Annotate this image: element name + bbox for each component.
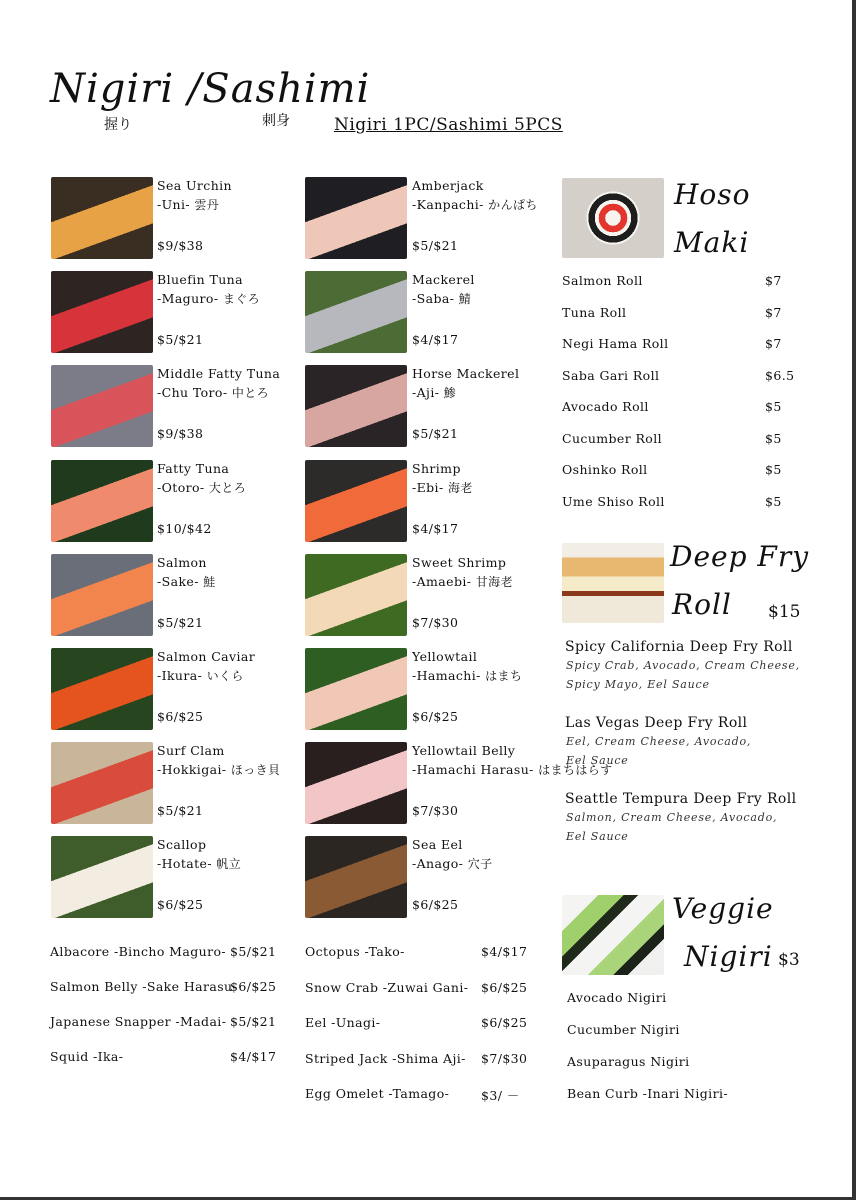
hoso-maki-photo <box>562 178 664 258</box>
veggie-item-name: Bean Curb -Inari Nigiri- <box>567 1086 728 1101</box>
list-item-price: $6/$25 <box>481 1015 528 1030</box>
yellowtail-belly-photo <box>305 742 407 824</box>
item-sub <box>157 289 260 309</box>
item-sub <box>157 666 255 686</box>
list-item-price: $7/$30 <box>481 1050 528 1066</box>
item-romaji: -Hamachi- <box>412 668 481 683</box>
item-name: Bluefin Tuna <box>157 272 243 288</box>
list-item-price: $3/ － <box>481 1088 520 1103</box>
roll-name: Las Vegas Deep Fry Roll <box>565 715 748 731</box>
maki-item-price: $7 <box>765 336 782 351</box>
item-sub <box>412 478 473 498</box>
item-romaji: -Ikura- <box>157 668 203 683</box>
menu-item-text <box>157 270 260 309</box>
item-romaji: -Chu Toro- <box>157 385 228 401</box>
item-name: Horse Mackerel <box>412 366 520 382</box>
salmon-caviar-photo <box>51 648 153 730</box>
item-name: Amberjack <box>412 178 484 193</box>
item-japanese: かんぱち <box>488 198 538 212</box>
deep-fry-price: $15 <box>768 602 801 622</box>
item-japanese: 海老 <box>447 480 473 495</box>
hoso-maki-title-1: Hoso <box>674 178 751 211</box>
roll-desc-line1: Salmon, Cream Cheese, Avocado, <box>566 811 778 824</box>
item-name: Shrimp <box>412 460 461 476</box>
veggie-price: $3 <box>778 950 800 970</box>
item-price: $6/$25 <box>157 709 204 724</box>
veggie-item-name: Avocado Nigiri <box>567 990 667 1005</box>
maki-item-name: Salmon Roll <box>562 273 643 288</box>
maki-item-price: $5 <box>765 462 782 477</box>
item-japanese: 穴子 <box>467 857 493 872</box>
item-price: $5/$21 <box>157 332 204 348</box>
item-sub <box>157 572 216 592</box>
veggie-item-name: Cucumber Nigiri <box>567 1022 680 1037</box>
hoso-maki-title-2: Maki <box>674 226 750 259</box>
item-japanese: 鯵 <box>443 386 457 401</box>
maki-item-name: Cucumber Roll <box>562 430 662 446</box>
item-romaji: -Amaebi- <box>412 573 472 589</box>
list-item-name: Striped Jack -Shima Aji- <box>305 1050 466 1066</box>
veggie-nigiri-photo <box>562 895 664 975</box>
roll-desc-line2: Eel Sauce <box>566 754 629 767</box>
maki-item-price: $5 <box>765 493 782 509</box>
item-romaji: -Anago- <box>412 856 464 872</box>
maki-item-price: $6.5 <box>765 367 795 383</box>
list-item-price: $4/$17 <box>230 1049 277 1064</box>
list-item-name: Egg Omelet -Tamago- <box>305 1086 450 1101</box>
item-sub <box>412 195 538 215</box>
menu-item-text <box>157 364 280 403</box>
menu-item-text <box>412 270 475 309</box>
list-item-price: $5/$21 <box>230 1014 277 1029</box>
item-price: $5/$21 <box>157 803 204 819</box>
veggie-title-2: Nigiri <box>684 940 773 973</box>
item-romaji: -Maguro- <box>157 291 219 307</box>
list-item-price: $6/$25 <box>481 979 528 995</box>
roll-desc-line1: Eel, Cream Cheese, Avocado, <box>566 735 752 748</box>
page-subtitle: Nigiri 1PC/Sashimi 5PCS <box>334 115 563 135</box>
item-sub <box>412 666 522 686</box>
item-name: Salmon <box>157 554 207 570</box>
item-romaji: -Kanpachi- <box>412 197 484 212</box>
item-japanese: 鮭 <box>203 574 216 589</box>
list-item-price: $4/$17 <box>481 944 528 959</box>
sweet-shrimp-photo <box>305 554 407 636</box>
menu-item-text <box>157 553 216 592</box>
item-japanese: 雲丹 <box>194 198 220 212</box>
item-price: $5/$21 <box>157 614 204 630</box>
maki-item-name: Oshinko Roll <box>562 462 648 477</box>
list-item-name: Squid -Ika- <box>50 1049 124 1064</box>
maki-item-price: $7 <box>765 304 782 320</box>
kanji-sashimi: 刺身 <box>262 113 290 129</box>
item-price: $6/$25 <box>157 897 204 913</box>
item-price: $6/$25 <box>412 709 459 724</box>
menu-item-text <box>157 459 246 498</box>
item-sub <box>412 383 519 403</box>
item-sub <box>157 383 280 403</box>
roll-desc-line2: Spicy Mayo, Eel Sauce <box>566 678 710 691</box>
item-price: $4/$17 <box>412 332 459 348</box>
item-price: $4/$17 <box>412 520 459 536</box>
horse-mackerel-photo <box>305 365 407 447</box>
roll-desc-line2: Eel Sauce <box>566 830 629 843</box>
item-price: $7/$30 <box>412 614 459 630</box>
item-name: Yellowtail Belly <box>412 743 516 759</box>
item-japanese: 帆立 <box>216 857 242 872</box>
item-sub <box>412 854 493 874</box>
maki-item-name: Saba Gari Roll <box>562 367 660 383</box>
item-sub <box>157 854 241 874</box>
menu-item-text <box>157 741 280 780</box>
roll-description <box>566 656 800 694</box>
item-name: Scallop <box>157 837 207 853</box>
item-sub <box>412 572 513 592</box>
yellowtail-photo <box>305 648 407 730</box>
item-price: $10/$42 <box>157 520 212 536</box>
menu-item-text <box>157 647 255 686</box>
maki-item-price: $7 <box>765 273 782 288</box>
deep-fry-photo <box>562 543 664 623</box>
menu-item-text <box>412 835 493 874</box>
list-item-name: Salmon Belly -Sake Harasu- <box>50 979 238 994</box>
sea-urchin-photo <box>51 177 153 259</box>
roll-desc-line1: Spicy Crab, Avocado, Cream Cheese, <box>566 659 800 672</box>
roll-name: Spicy California Deep Fry Roll <box>565 639 793 655</box>
item-japanese: 中とろ <box>231 386 270 401</box>
item-name: Sea Eel <box>412 837 463 853</box>
maki-item-price: $5 <box>765 399 782 414</box>
item-romaji: -Saba- <box>412 291 455 307</box>
list-item-name: Octopus -Tako- <box>305 944 405 959</box>
page-title: Nigiri /Sashimi <box>50 66 371 112</box>
item-sub <box>157 760 280 780</box>
maki-item-name: Negi Hama Roll <box>562 336 669 351</box>
item-japanese: ほっき貝 <box>230 763 281 778</box>
list-item-price: $6/$25 <box>230 979 277 994</box>
item-sub <box>412 289 475 309</box>
kanji-nigiri: 握り <box>104 117 132 133</box>
page-border-right <box>852 0 856 1200</box>
sea-eel-photo <box>305 836 407 918</box>
item-price: $6/$25 <box>412 897 459 913</box>
menu-item-text <box>412 176 538 215</box>
item-name: Middle Fatty Tuna <box>157 366 281 382</box>
menu-item-text <box>412 364 519 403</box>
item-romaji: -Sake- <box>157 573 199 589</box>
menu-item-text <box>157 835 241 874</box>
fatty-tuna-photo <box>51 460 153 542</box>
item-romaji: -Ebi- <box>412 479 444 495</box>
list-item-name: Albacore -Bincho Maguro- <box>50 944 226 959</box>
bluefin-tuna-photo <box>51 271 153 353</box>
veggie-title-1: Veggie <box>672 892 774 925</box>
roll-description <box>566 732 751 770</box>
item-price: $5/$21 <box>412 426 459 442</box>
item-name: Fatty Tuna <box>157 460 230 476</box>
item-name: Sea Urchin <box>157 178 232 193</box>
maki-item-price: $5 <box>765 430 782 446</box>
item-romaji: -Otoro- <box>157 479 205 495</box>
item-romaji: -Hotate- <box>157 856 212 872</box>
item-japanese: いくら <box>206 669 244 683</box>
item-romaji: -Uni- <box>157 197 191 212</box>
deep-fry-title-2: Roll <box>672 588 732 621</box>
item-japanese: まぐろ <box>222 292 261 307</box>
item-name: Sweet Shrimp <box>412 554 507 570</box>
item-romaji: -Hamachi Harasu- <box>412 762 534 778</box>
roll-name: Seattle Tempura Deep Fry Roll <box>565 791 797 807</box>
menu-item-text <box>412 459 473 498</box>
item-name: Salmon Caviar <box>157 649 256 664</box>
mackerel-photo <box>305 271 407 353</box>
item-japanese: はまち <box>485 669 523 683</box>
item-name: Surf Clam <box>157 743 225 759</box>
item-romaji: -Hokkigai- <box>157 762 227 778</box>
item-price: $5/$21 <box>412 238 459 253</box>
list-item-name: Eel -Unagi- <box>305 1015 381 1030</box>
amberjack-photo <box>305 177 407 259</box>
scallop-photo <box>51 836 153 918</box>
salmon-photo <box>51 554 153 636</box>
maki-item-name: Avocado Roll <box>562 399 649 414</box>
deep-fry-title-1: Deep Fry <box>670 540 810 573</box>
item-japanese: 甘海老 <box>475 574 513 589</box>
item-romaji: -Aji- <box>412 385 440 401</box>
chu-toro-photo <box>51 365 153 447</box>
menu-item-text <box>412 647 522 686</box>
list-item-name: Snow Crab -Zuwai Gani- <box>305 979 469 995</box>
roll-description <box>566 808 777 846</box>
item-sub <box>157 478 246 498</box>
surf-clam-photo <box>51 742 153 824</box>
item-price: $7/$30 <box>412 803 459 819</box>
item-name: Yellowtail <box>412 649 478 664</box>
maki-item-name: Ume Shiso Roll <box>562 493 665 509</box>
menu-item-text <box>157 176 232 215</box>
item-japanese: 鯖 <box>458 292 472 307</box>
item-name: Mackerel <box>412 272 475 288</box>
item-sub <box>157 195 232 215</box>
maki-item-name: Tuna Roll <box>562 304 627 320</box>
item-price: $9/$38 <box>157 238 204 253</box>
item-price: $9/$38 <box>157 426 204 442</box>
menu-item-text <box>412 553 513 592</box>
veggie-item-name: Asuparagus Nigiri <box>567 1054 690 1069</box>
shrimp-photo <box>305 460 407 542</box>
list-item-name: Japanese Snapper -Madai- <box>50 1014 227 1029</box>
item-japanese: はまちはらす <box>538 763 613 778</box>
item-japanese: 大とろ <box>208 480 247 495</box>
list-item-price: $5/$21 <box>230 944 277 959</box>
